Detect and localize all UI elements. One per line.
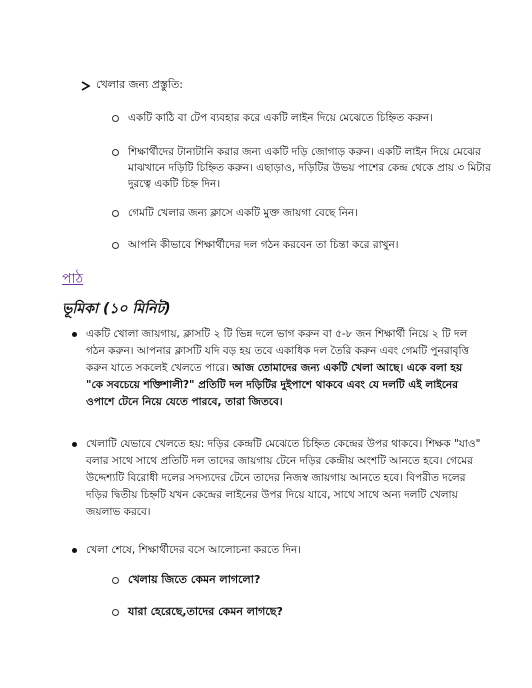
dot-bullet-icon: [72, 548, 77, 553]
preparation-heading-text: খেলার জন্য প্রস্তুতি:: [96, 78, 183, 91]
list-item: [72, 326, 482, 411]
bullet-text: খেলাটি যেভাবে খেলতে হয়: দড়ির কেন্দ্রটি মেঝেতে চিহ্নিত কেন্দ্রের উপর থাকবে। শিক্ষক "যাও" বলার সাথে সাথে প্রতিটি দল তাদের জায়গায় টেনে দড়ির কেন্দ্রীয় অংশটি আনতে হবে। গেমের উদ্দেশ্যটি বিরোধী দলের সদস্যদের টেনে তাদের নিজস্ব জায়গায় আনতে হবে। বিপরীত দলের দড়ির দ্বিতীয় চিহ্নটি যখন কেন্দ্রের লাইনের উপর দিয়ে যাবে, সাথে সাথে অন্য দলটি খেলায় জয়লাভ করবে।: [86, 438, 481, 518]
lesson-bullet-list: [72, 542, 482, 559]
list-item: আপনি কীভাবে শিক্ষার্থীদের দল গঠন করবেন তা চিন্তা করে রাখুন।: [112, 237, 502, 253]
list-item: শিক্ষার্থীদের টানাটানি করার জন্য একটি দড়ি জোগাড় করুন। একটি লাইন দিয়ে মেঝের মাঝখানে দড়িটি চিহ্নিত করুন। এছাড়াও, দড়িটির উভয় পাশের কেন্দ্র থেকে প্রায় ৩ মিটার দুরত্বে একটি চিহ্ন দিন।: [112, 144, 502, 192]
question-list: [112, 604, 502, 620]
question-list: [112, 572, 502, 588]
list-item: [72, 542, 482, 559]
question-item: খেলায় জিতে কেমন লাগলো?: [112, 572, 502, 588]
dot-bullet-icon: [72, 442, 77, 447]
list-item: একটি কাঠি বা টেপ ব্যবহার করে একটি লাইন দিয়ে মেঝেতে চিহ্নিত করুন।: [112, 110, 502, 126]
section-title: পাঠ: [62, 271, 84, 287]
circle-bullet-icon: [112, 210, 119, 217]
lesson-bullet-list: [72, 436, 482, 521]
circle-bullet-icon: [112, 242, 119, 249]
intro-heading: ভূমিকা (১০ মিনিট): [62, 301, 171, 317]
circle-bullet-icon: [112, 149, 119, 156]
lesson-bullet-list: [72, 326, 482, 411]
question-item: যারা হেরেছে,তাদের কেমন লাগছে?: [112, 604, 502, 620]
preparation-list: [112, 144, 502, 192]
bullet-text: খেলা শেষে, শিক্ষার্থীদের বসে আলোচনা করতে দিন।: [86, 544, 302, 556]
list-item: [72, 436, 482, 521]
preparation-list: [112, 110, 502, 126]
preparation-list: [112, 237, 502, 253]
bullet-bold-text: আজ তোমাদের জন্য একটি খেলা আছে। একে বলা হয় "কে সবচেয়ে শক্তিশালী?" প্রতিটি দল দড়িটির দুইপাশে থাকবে এবং যে দলটি এই লাইনের ওপাশে টেনে নিয়ে যেতে পারবে, তারা জিতবে।: [86, 362, 463, 408]
preparation-list: [112, 205, 502, 221]
bullet-text: একটি খোলা জায়গায়, ক্লাসটি ২ টি ভিন্ন দলে ভাগ করুন বা ৫-৮ জন শিক্ষার্থী নিয়ে ২ টি দল গঠন করুন। আপনার ক্লাসটি যদি বড় হয় তবে একাধিক দল তৈরি করুন এবং গেমটি পুনরাবৃত্তি করুন যাতে সকলেই খেলতে পারে।: [86, 328, 469, 374]
arrow-bullet-icon: [80, 80, 92, 92]
circle-bullet-icon: [112, 609, 119, 616]
list-item: গেমটি খেলার জন্য ক্লাসে একটি মুক্ত জায়গা বেছে নিন।: [112, 205, 502, 221]
dot-bullet-icon: [72, 332, 77, 337]
preparation-heading: [80, 76, 183, 95]
circle-bullet-icon: [112, 115, 119, 122]
circle-bullet-icon: [112, 577, 119, 584]
